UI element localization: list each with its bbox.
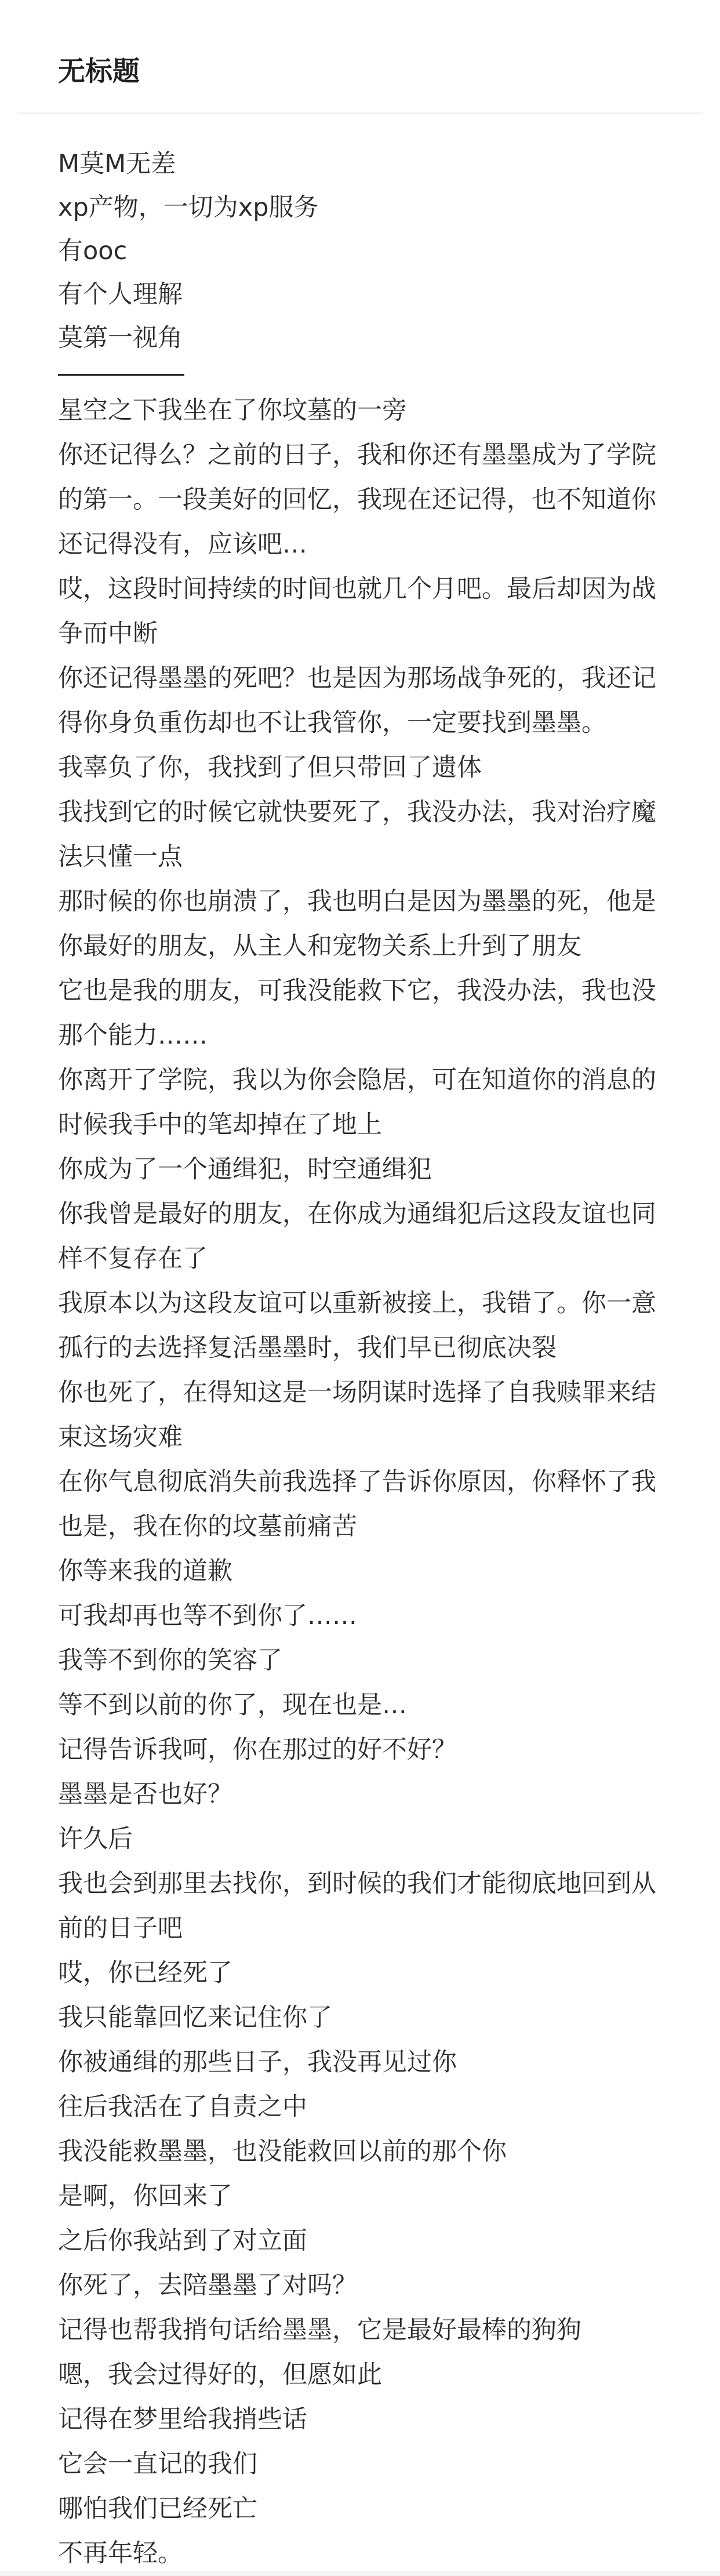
- story-paragraph: 哎，这段时间持续的时间也就几个月吧。最后却因为战争而中断: [58, 575, 656, 648]
- story-paragraph: 它也是我的朋友，可我没能救下它，我没办法，我也没那个能力……: [58, 976, 656, 1050]
- intro-line: 莫第一视角: [58, 324, 183, 353]
- story-paragraph: 可我却再也等不到你了……: [58, 1601, 357, 1630]
- story-paragraph: 我辜负了你，我找到了但只带回了遗体: [58, 753, 482, 782]
- article-body: [58, 143, 672, 2576]
- story-paragraph: 我只能靠回忆来记住你了: [58, 2003, 332, 2032]
- story-paragraph: 记得在梦里给我捎些话: [58, 2405, 307, 2434]
- story-paragraph: 嗯，我会过得好的，但愿如此: [58, 2360, 382, 2389]
- story-paragraph: 你我曾是最好的朋友，在你成为通缉犯后这段友谊也同样不复存在了: [58, 1200, 656, 1273]
- story-paragraph: 你还记得墨墨的死吧？也是因为那场战争死的，我还记得你身负重伤却也不让我管你，一定要找到墨墨。: [58, 664, 656, 737]
- story-paragraph: 我没能救墨墨，也没能救回以前的那个你: [58, 2137, 507, 2166]
- page-title: 无标题: [58, 56, 140, 88]
- story-paragraph: 星空之下我坐在了你坟墓的一旁: [58, 396, 407, 425]
- story-paragraph: 许久后: [58, 1825, 133, 1854]
- story-paragraph: 你等来我的道歉: [58, 1557, 232, 1586]
- story-paragraph: 你离开了学院，我以为你会隐居，可在知道你的消息的时候我手中的笔却掉在了地上: [58, 1066, 656, 1139]
- story-paragraph: 那时候的你也崩溃了，我也明白是因为墨墨的死，他是你最好的朋友，从主人和宠物关系上升到了朋友: [58, 887, 656, 961]
- story-paragraph: 它会一直记的我们: [58, 2450, 257, 2479]
- story-paragraph: 在你气息彻底消失前我选择了告诉你原因，你释怀了我也是，我在你的坟墓前痛苦: [58, 1467, 656, 1541]
- story-paragraph: 你也死了，在得知这是一场阴谋时选择了自我赎罪来结束这场灾难: [58, 1378, 656, 1452]
- story-paragraph: 记得告诉我呵，你在那过的好不好？: [58, 1735, 457, 1764]
- story-paragraph: 是啊，你回来了: [58, 2182, 232, 2211]
- story-paragraph: 等不到以前的你了，现在也是…: [58, 1691, 407, 1720]
- intro-notes: [58, 143, 672, 360]
- story-paragraph: 你死了，去陪墨墨了对吗？: [58, 2271, 357, 2300]
- story-paragraph: 我找到它的时候它就快要死了，我没办法，我对治疗魔法只懂一点: [58, 798, 656, 871]
- story-paragraph: 哎，你已经死了: [58, 1959, 232, 1988]
- story-paragraph: 墨墨是否也好？: [58, 1780, 232, 1809]
- story-paragraph: 我等不到你的笑容了: [58, 1646, 282, 1675]
- story-text: [58, 388, 672, 2576]
- story-paragraph: 之后你我站到了对立面: [58, 2226, 307, 2255]
- story-paragraph: 你还记得么？之前的日子，我和你还有墨墨成为了学院的第一。一段美好的回忆，我现在还记得，也不知道你还记得没有，应该吧…: [58, 441, 656, 559]
- story-paragraph: 不再年轻。: [58, 2539, 183, 2568]
- intro-line: 有ooc: [58, 237, 128, 266]
- section-divider: [58, 374, 184, 376]
- story-paragraph: 你成为了一个通缉犯，时空通缉犯: [58, 1155, 432, 1184]
- header-divider: [17, 112, 703, 114]
- article-header: [0, 0, 720, 114]
- story-paragraph: 我原本以为这段友谊可以重新被接上，我错了。你一意孤行的去选择复活墨墨时，我们早已彻底决裂: [58, 1289, 656, 1363]
- story-paragraph: 往后我活在了自责之中: [58, 2092, 307, 2121]
- story-paragraph: 哪怕我们已经死亡: [58, 2494, 257, 2523]
- intro-line: xp产物，一切为xp服务: [58, 193, 319, 222]
- story-paragraph: 我也会到那里去找你，到时候的我们才能彻底地回到从前的日子吧: [58, 1869, 656, 1943]
- intro-line: M莫M无差: [58, 150, 176, 179]
- intro-line: 有个人理解: [58, 280, 183, 309]
- story-paragraph: 你被通缉的那些日子，我没再见过你: [58, 2048, 457, 2077]
- story-paragraph: 记得也帮我捎句话给墨墨，它是最好最棒的狗狗: [58, 2316, 581, 2345]
